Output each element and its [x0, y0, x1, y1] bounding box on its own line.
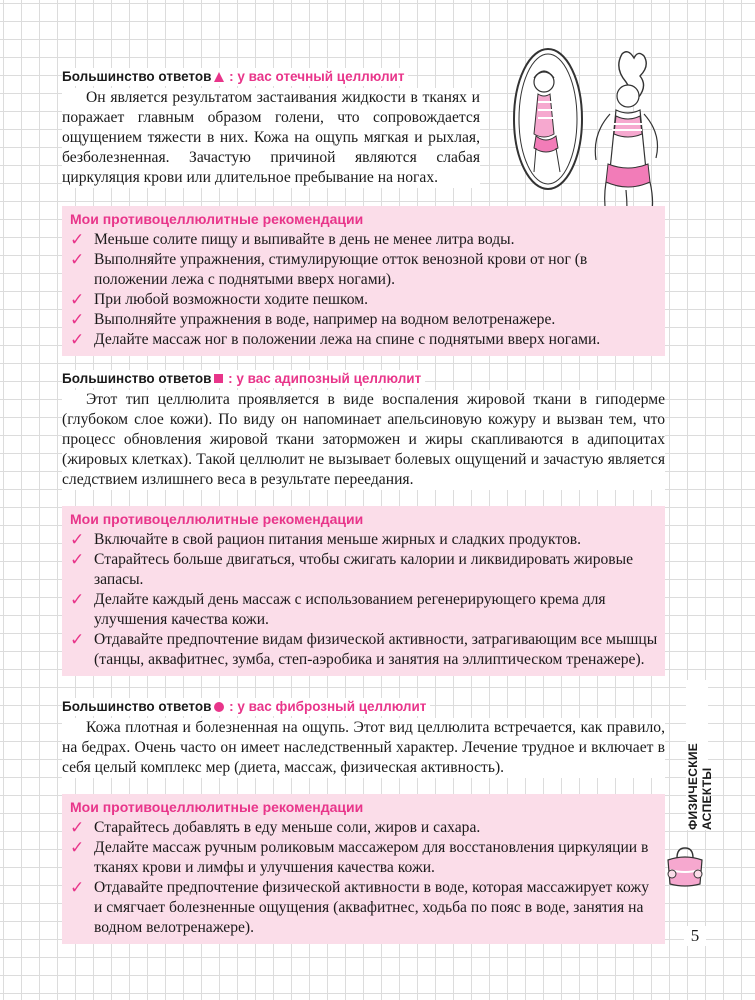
checkmark-icon: ✓: [70, 550, 85, 570]
recommendations-title: Мои противоцеллюлитные рекомендации: [70, 511, 364, 527]
recommendation-item: ✓ Отдавайте предпочтение видам физической активности, затрагивающим все мышцы (танцы, аквафитнес, зумба, степ-аэробика и занятия на эллиптическом тренажере).: [70, 630, 658, 668]
circle-icon: [214, 702, 224, 712]
section-heading: Большинство ответов : у вас адипозный целлюлит: [62, 370, 425, 388]
sports-bag-icon: [664, 842, 706, 888]
checkmark-icon: ✓: [70, 310, 85, 330]
recommendation-item: ✓ При любой возможности ходите пешком.: [70, 290, 369, 310]
checkmark-icon: ✓: [70, 630, 85, 650]
recommendation-item: ✓ Меньше солите пищу и выпивайте в день не менее литра воды.: [70, 230, 515, 250]
checkmark-icon: ✓: [70, 590, 85, 610]
section-paragraph: Этот тип целлюлита проявляется в виде воспаления жировой ткани в гиподерме (глубоком слое кожи). По виду он напоминает апельсиновую кожуру и вызван тем, что процесс обновления жировой ткани заторможен и жиры скапливаются в адипоцитах (жировых клетках). Такой целлюлит не вызывает болевых ощущений и зачастую является следствием излишнего веса в результате переедания.: [62, 391, 665, 488]
checkmark-icon: ✓: [70, 838, 85, 858]
page-number: 5: [684, 926, 706, 946]
recommendations-box: [62, 506, 665, 676]
checkmark-icon: ✓: [70, 230, 85, 250]
checkmark-icon: ✓: [70, 878, 85, 898]
recommendation-item: ✓ Делайте массаж ног в положении лежа на спине с поднятыми вверх ногами.: [70, 330, 601, 350]
section-heading: Большинство ответов : у вас фиброзный целлюлит: [62, 698, 430, 716]
checkmark-icon: ✓: [70, 818, 85, 838]
section-paragraph: Он является результатом застаивания жидкости в тканях и поражает главным образом голени, что сопровождается ощущением тяжести в них. Кожа на ощупь мягкая и рыхлая, безболезненная. Зачастую причиной являются слабая циркуляция крови или длительное пребывание на ногах.: [62, 89, 480, 186]
recommendation-item: ✓ Делайте массаж ручным роликовым массажером для восстановления циркуляции в тканях крови и лимфы и улучшения качества кожи.: [70, 838, 649, 876]
checkmark-icon: ✓: [70, 250, 85, 270]
sidebar-chapter-label: ФИЗИЧЕСКИЕ АСПЕКТЫ: [686, 680, 708, 830]
section-adipose: [62, 370, 665, 676]
triangle-icon: [214, 72, 224, 82]
recommendation-item: ✓ Выполняйте упражнения в воде, например на водном велотренажере.: [70, 310, 556, 330]
checkmark-icon: ✓: [70, 330, 85, 350]
recommendation-item: ✓ Выполняйте упражнения, стимулирующие отток венозной крови от ног (в положении лежа с поднятыми вверх ногами).: [70, 250, 588, 288]
section-paragraph: Кожа плотная и болезненная на ощупь. Этот вид целлюлита встречается, как правило, на бедрах. Очень часто он имеет наследственный характер. Лечение трудное и включает в себя целый комплекс мер (диета, массаж, физическая активность).: [62, 719, 665, 776]
checkmark-icon: ✓: [70, 530, 85, 550]
checkmark-icon: ✓: [70, 290, 85, 310]
recommendations-title: Мои противоцеллюлитные рекомендации: [70, 799, 364, 815]
square-icon: [214, 374, 223, 383]
recommendations-title: Мои противоцеллюлитные рекомендации: [70, 211, 364, 227]
page-content: [62, 68, 665, 944]
recommendation-item: ✓ Отдавайте предпочтение физической активности в воде, которая массажирует кожу и смягчает болезненные ощущения (аквафитнес, ходьба по пояс в воде, занятия на водном велотренажере).: [70, 878, 650, 936]
recommendation-item: ✓ Старайтесь больше двигаться, чтобы сжигать калории и ликвидировать жировые запасы.: [70, 550, 634, 588]
section-edematous: [62, 68, 665, 356]
recommendation-item: ✓ Делайте каждый день массаж с использованием регенерирующего крема для улучшения качества кожи.: [70, 590, 606, 628]
recommendation-item: ✓ Включайте в свой рацион питания меньше жирных и сладких продуктов.: [70, 530, 582, 550]
recommendations-box: [62, 206, 665, 356]
recommendations-box: [62, 794, 665, 944]
section-heading: Большинство ответов : у вас отечный целлюлит: [62, 68, 408, 86]
section-fibrous: [62, 698, 665, 944]
recommendation-item: ✓ Старайтесь добавлять в еду меньше соли, жиров и сахара.: [70, 818, 481, 838]
